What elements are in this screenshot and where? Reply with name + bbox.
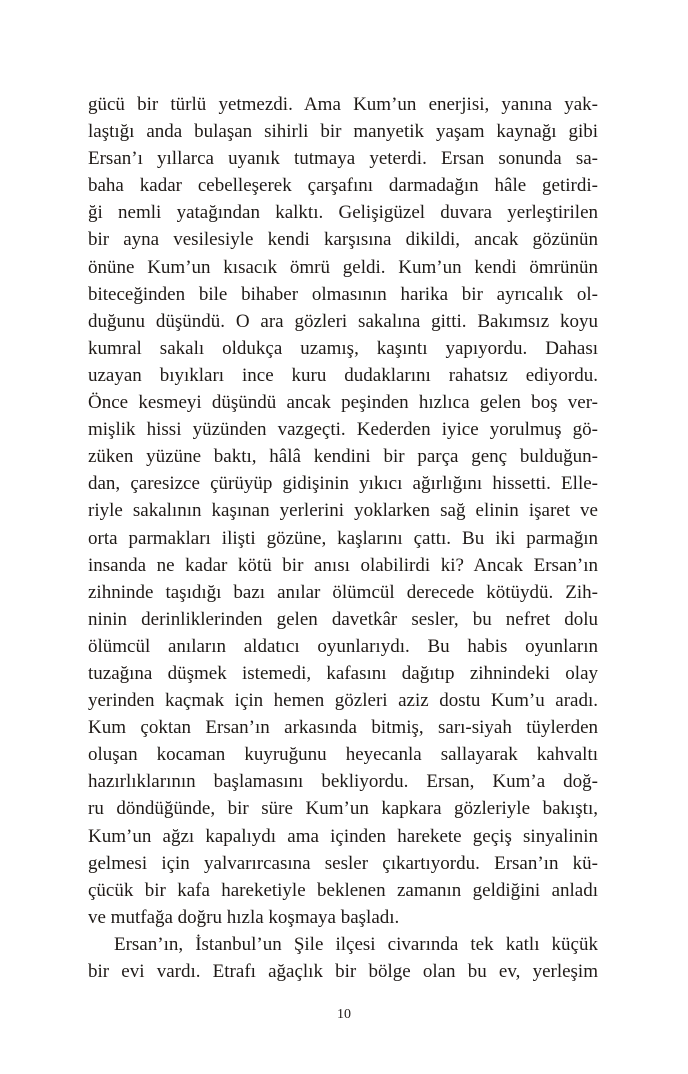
text-line: Önce kesmeyi düşündü ancak peşinden hızlıca gelen boş ver- — [88, 392, 598, 414]
text-line: dan, çaresizce çürüyüp gidişinin yıkıcı ağırlığını hissetti. Elle- — [88, 473, 598, 495]
text-line: biteceğinden bile bihaber olmasının harika bir ayrıcalık ol- — [88, 283, 598, 305]
text-line: ninin derinliklerinden gelen davetkâr sesler, bu nefret dolu — [88, 608, 598, 630]
text-line: Ersan’ın, İstanbul’un Şile ilçesi civarında tek katlı küçük — [114, 933, 598, 955]
text-line: gelmesi için yalvarırcasına sesler çıkartıyordu. Ersan’ın kü- — [88, 852, 598, 874]
text-line: duğunu düşündü. O ara gözleri sakalına gitti. Bakımsız koyu — [88, 310, 598, 332]
text-line: gücü bir türlü yetmezdi. Ama Kum’un enerjisi, yanına yak- — [88, 94, 598, 115]
text-line: ru döndüğünde, bir süre Kum’un kapkara gözleriyle bakıştı, — [88, 798, 598, 820]
text-line: laştığı anda bulaşan sihirli bir manyetik yaşam kaynağı gibi — [88, 121, 598, 143]
text-line: tuzağına düşmek istemedi, kafasını dağıtıp zihnindeki olay — [88, 662, 598, 684]
text-line: yerinden kaçmak için hemen gözleri aziz dostu Kum’u aradı. — [88, 690, 598, 712]
text-line: riyle sakalının kaşınan yerlerini yoklarken sağ elinin işaret ve — [88, 500, 598, 522]
text-line: uzayan bıyıkları ince kuru dudaklarını rahatsız ediyordu. — [88, 364, 598, 386]
text-line: mişlik hissi yüzünden vazgeçti. Kederden iyice yorulmuş gö- — [88, 419, 598, 441]
text-line: Ersan’ı yıllarca uyanık tutmaya yeterdi. Ersan sonunda sa- — [88, 148, 598, 170]
text-line: çücük bir kafa hareketiyle beklenen zamanın geldiğini anladı — [88, 879, 598, 901]
text-line: Kum’un ağzı kapalıydı ama içinden harekete geçiş sinyalinin — [88, 825, 598, 847]
text-line: baha kadar cebelleşerek çarşafını darmadağın hâle getirdi- — [88, 175, 598, 197]
text-line: kumral sakalı oldukça uzamış, kaşıntı yapıyordu. Dahası — [88, 337, 598, 359]
text-line: Kum çoktan Ersan’ın arkasında bitmiş, sarı-siyah tüylerden — [88, 717, 598, 739]
body-text — [88, 91, 598, 985]
text-line: ölümcül anıların aldatıcı oyunlarıydı. Bu habis oyunların — [88, 635, 598, 657]
text-line: oluşan kocaman kuyruğunu heyecanla sallayarak kahvaltı — [88, 744, 598, 766]
text-line: hazırlıklarının başlamasını bekliyordu. Ersan, Kum’a doğ- — [88, 771, 598, 793]
text-line: ği nemli yatağından kalktı. Gelişigüzel duvara yerleştirilen — [88, 202, 598, 224]
text-line: bir ayna vesilesiyle kendi karşısına dikildi, ancak gözünün — [88, 229, 598, 251]
text-line: züken yüzüne baktı, hâlâ kendini bir parça genç bulduğun- — [88, 446, 598, 468]
text-line: orta parmakları ilişti gözüne, kaşlarını çattı. Bu iki parmağın — [88, 527, 598, 549]
text-line: önüne Kum’un kısacık ömrü geldi. Kum’un kendi ömrünün — [88, 256, 598, 278]
text-line: zihninde taşıdığı bazı anılar ölümcül derecede kötüydü. Zih- — [88, 581, 598, 603]
text-line: bir evi vardı. Etrafı ağaçlık bir bölge olan bu ev, yerleşim — [88, 961, 598, 982]
page-number: 10 — [337, 1007, 351, 1022]
text-line: ve mutfağa doğru hızla koşmaya başladı. — [88, 906, 400, 928]
text-line: insanda ne kadar kötü bir anısı olabilirdi ki? Ancak Ersan’ın — [88, 554, 598, 576]
